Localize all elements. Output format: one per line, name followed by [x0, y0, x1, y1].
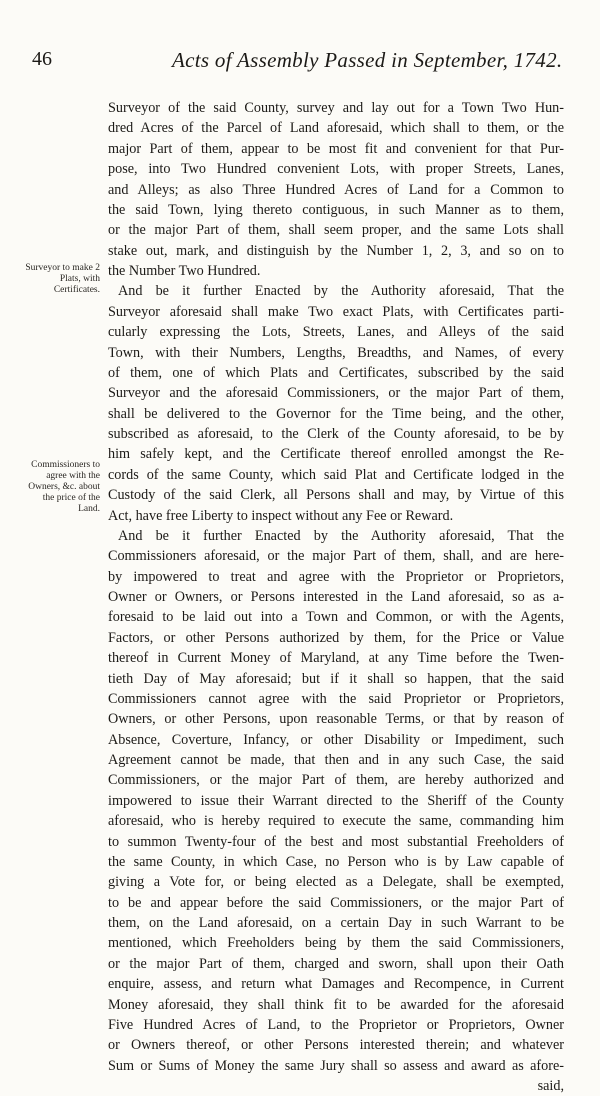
text-line: dred Acres of the Parcel of Land aforesaid, which shall to them, or the — [108, 120, 564, 137]
text-line: by impowered to treat and agree with the Proprietor or Proprietors, — [108, 568, 564, 585]
body-text — [108, 98, 564, 1096]
text-line: pose, into Two Hundred convenient Lots, with proper Streets, Lanes, — [108, 161, 564, 178]
text-line: enquire, assess, and return what Damages and Recompence, in Current — [108, 976, 564, 993]
text-line: Surveyor aforesaid shall make Two exact Plats, with Certificates parti- — [108, 303, 564, 320]
page-number: 46 — [32, 48, 52, 70]
text-line: mentioned, which Freeholders being by them the said Commissioners, — [108, 935, 564, 952]
text-line: Five Hundred Acres of Land, to the Proprietor or Proprietors, Owner — [108, 1016, 564, 1033]
text-line: And be it further Enacted by the Authority aforesaid, That the — [118, 283, 564, 300]
text-line: Agreement cannot be made, that then and in any such Case, the said — [108, 752, 564, 768]
text-line: Money aforesaid, they shall think fit to be awarded for the aforesaid — [108, 996, 564, 1013]
text-line: or Owners thereof, or other Persons interested therein; and whatever — [108, 1037, 564, 1054]
text-line: the said Town, lying thereto contiguous, in such Manner as to them, — [108, 201, 564, 218]
text-line: him safely kept, and the Certificate thereof enrolled amongst the Re- — [108, 446, 564, 463]
text-line: major Part of them, appear to be most fit and convenient for that Pur- — [108, 140, 564, 157]
text-line: impowered to issue their Warrant directed to the Sheriff of the County — [108, 792, 564, 809]
text-line: Custody of the said Clerk, all Persons shall and may, by Virtue of this — [108, 487, 564, 504]
text-line: Owners, or other Persons, upon reasonable Terms, or that by reason of — [108, 711, 564, 728]
text-line: And be it further Enacted by the Authority aforesaid, That the — [118, 527, 564, 544]
text-line: Commissioners cannot agree with the said Proprietor or Proprietors, — [108, 690, 564, 707]
text-line: foresaid to be laid out into a Town and Common, or with the Agents, — [108, 609, 564, 626]
text-line: or the major Part of them, charged and sworn, shall upon their Oath — [108, 955, 564, 972]
text-line: Act, have free Liberty to inspect without any Fee or Reward. — [108, 507, 454, 524]
text-line: Town, with their Numbers, Lengths, Breadths, and Names, of every — [108, 344, 564, 361]
text-line: Sum or Sums of Money the same Jury shall so assess and award as afore- — [108, 1057, 564, 1074]
text-line: to summon Twenty-four of the best and most substantial Freeholders of — [108, 833, 564, 850]
text-line: giving a Vote for, or being elected as a Delegate, shall be exempted, — [108, 874, 564, 891]
text-line: Commissioners, or the major Part of them, are hereby authorized and — [108, 772, 564, 789]
text-line: and Alleys; as also Three Hundred Acres of Land for a Common to — [108, 181, 564, 198]
text-line: Factors, or other Persons authorized by them, for the Price or Value — [108, 629, 564, 646]
text-line: stake out, mark, and distinguish by the Number 1, 2, 3, and so on to — [108, 242, 564, 259]
text-line: of them, one of which Plats and Certificates, subscribed by the said — [108, 364, 564, 381]
margin-note-commissioners: Commissioners to agree with the Owners, &c. about the price of the Land. — [28, 460, 100, 514]
text-line: Absence, Coverture, Infancy, or other Disability or Impediment, such — [108, 731, 564, 748]
text-line: them, on the Land aforesaid, on a certain Day in such Warrant to be — [108, 915, 564, 931]
running-title: Acts of Assembly Passed in September, 1742. — [172, 48, 563, 72]
text-line: the same County, in which Case, no Person who is by Law capable of — [108, 853, 564, 870]
text-line: said, — [537, 1078, 564, 1094]
text-line: aforesaid, who is hereby required to execute the same, commanding him — [108, 813, 564, 830]
text-line: Surveyor and the aforesaid Commissioners, or the major Part of them, — [108, 385, 564, 402]
text-line: Surveyor of the said County, survey and lay out for a Town Two Hun- — [108, 100, 564, 116]
text-line: tieth Day of May aforesaid; but if it shall so happen, that the said — [108, 670, 564, 687]
text-line: thereof in Current Money of Maryland, at any Time before the Twen- — [108, 650, 564, 667]
text-line: subscribed as aforesaid, to the Clerk of the County aforesaid, to be by — [108, 426, 564, 442]
text-line: the Number Two Hundred. — [108, 263, 261, 279]
text-line: Commissioners aforesaid, or the major Part of them, shall, and are here- — [108, 548, 564, 565]
margin-note-surveyor: Surveyor to make 2 Plats, with Certificates. — [25, 263, 100, 295]
text-line: cularly expressing the Lots, Streets, Lanes, and Alleys of the said — [108, 324, 564, 341]
text-line: Owner or Owners, or Persons interested in the Land aforesaid, so as a- — [108, 589, 564, 605]
text-line: shall be delivered to the Governor for the Time being, and the other, — [108, 405, 564, 422]
text-line: cords of the same County, which said Plat and Certificate lodged in the — [108, 466, 564, 483]
text-line: or the major Part of them, shall seem proper, and the same Lots shall — [108, 222, 564, 239]
text-line: to be and appear before the said Commissioners, or the major Part of — [108, 894, 564, 911]
page-header — [32, 44, 563, 78]
